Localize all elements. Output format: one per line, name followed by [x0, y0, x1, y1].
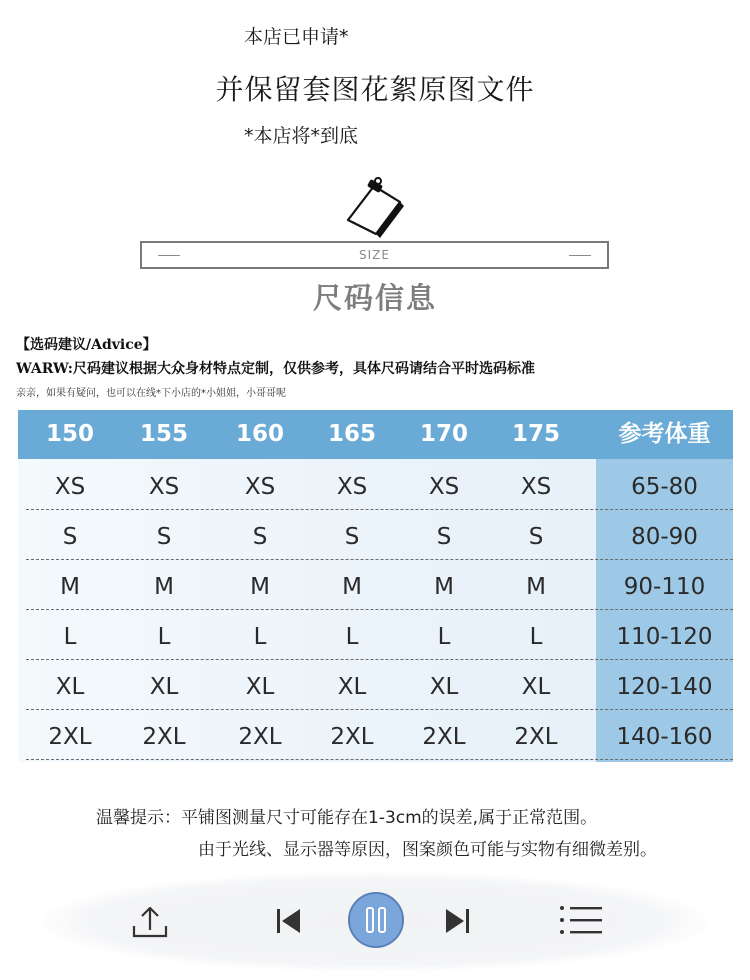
- table-cell: XS: [148, 474, 180, 500]
- table-cell: S: [62, 524, 78, 550]
- advice-heading: 【选码建议/Advice】: [16, 337, 157, 353]
- table-cell: XL: [245, 674, 275, 700]
- playlist-icon[interactable]: [558, 902, 604, 938]
- table-header: [18, 410, 733, 459]
- table-cell: S: [344, 524, 360, 550]
- weight-cell: 140-160: [616, 724, 713, 750]
- table-cell: 2XL: [514, 724, 558, 750]
- table-cell: XS: [244, 474, 276, 500]
- table-cell: M: [526, 574, 546, 600]
- banner-dash-right: [569, 255, 591, 256]
- table-row: [18, 510, 733, 560]
- table-row: [18, 460, 733, 510]
- header-cell: 160: [235, 421, 284, 447]
- table-cell: L: [63, 624, 77, 650]
- table-cell: S: [528, 524, 544, 550]
- media-player-bar: [40, 872, 710, 972]
- size-banner: [140, 241, 609, 269]
- header-cell: 165: [327, 421, 376, 447]
- table-cell: L: [253, 624, 267, 650]
- size-table: [18, 410, 733, 762]
- table-row: [18, 710, 733, 760]
- clipboard-icon: [338, 176, 410, 240]
- table-cell: M: [342, 574, 362, 600]
- table-cell: S: [156, 524, 172, 550]
- table-row: [18, 560, 733, 610]
- table-cell: XS: [336, 474, 368, 500]
- table-cell: L: [437, 624, 451, 650]
- table-cell: XS: [428, 474, 460, 500]
- size-label: SIZE: [359, 248, 390, 262]
- weight-cell: 80-90: [631, 524, 698, 550]
- pause-icon[interactable]: [348, 892, 404, 948]
- table-cell: S: [252, 524, 268, 550]
- previous-icon[interactable]: [274, 906, 304, 936]
- table-cell: XL: [337, 674, 367, 700]
- table-cell: XL: [149, 674, 179, 700]
- header-cell: 175: [511, 421, 560, 447]
- header-line-1: 本店已申请*: [244, 26, 349, 48]
- next-icon[interactable]: [442, 906, 472, 936]
- header-line-2: 并保留套图花絮原图文件: [215, 73, 535, 106]
- table-row: [18, 660, 733, 710]
- header-line-3: *本店将*到底: [244, 125, 359, 147]
- table-cell: 2XL: [422, 724, 466, 750]
- header-cell: 150: [45, 421, 94, 447]
- weight-cell: 65-80: [631, 474, 698, 500]
- weight-cell: 90-110: [623, 574, 706, 600]
- table-cell: L: [157, 624, 171, 650]
- table-cell: M: [250, 574, 270, 600]
- table-cell: M: [434, 574, 454, 600]
- share-icon[interactable]: [130, 902, 170, 942]
- weight-cell: 120-140: [616, 674, 713, 700]
- table-cell: L: [345, 624, 359, 650]
- header-cell: 170: [419, 421, 468, 447]
- table-cell: 2XL: [330, 724, 374, 750]
- table-cell: XS: [520, 474, 552, 500]
- table-cell: M: [154, 574, 174, 600]
- weight-cell: 110-120: [616, 624, 713, 650]
- table-row: [18, 610, 733, 660]
- table-cell: S: [436, 524, 452, 550]
- row-divider: [26, 759, 733, 760]
- table-cell: XL: [55, 674, 85, 700]
- table-cell: 2XL: [238, 724, 282, 750]
- header-cell-weight: 参考体重: [618, 421, 711, 447]
- table-cell: M: [60, 574, 80, 600]
- table-cell: L: [529, 624, 543, 650]
- advice-small-text: 亲亲，如果有疑问，也可以在线*下小店的*小姐姐，小哥哥呢: [16, 388, 286, 399]
- header-cell: 155: [139, 421, 188, 447]
- table-cell: 2XL: [48, 724, 92, 750]
- tip-line-1: 温馨提示：平铺图测量尺寸可能存在1-3cm的误差,属于正常范围。: [96, 808, 598, 828]
- table-cell: XS: [54, 474, 86, 500]
- size-title: 尺码信息: [312, 281, 437, 315]
- tip-line-2: 由于光线、显示器等原因，图案颜色可能与实物有细微差别。: [198, 840, 657, 860]
- table-cell: XL: [429, 674, 459, 700]
- advice-text: WARW:尺码建议根据大众身材特点定制，仅供参考，具体尺码请结合平时选码标准: [16, 361, 535, 377]
- table-cell: XL: [521, 674, 551, 700]
- table-cell: 2XL: [142, 724, 186, 750]
